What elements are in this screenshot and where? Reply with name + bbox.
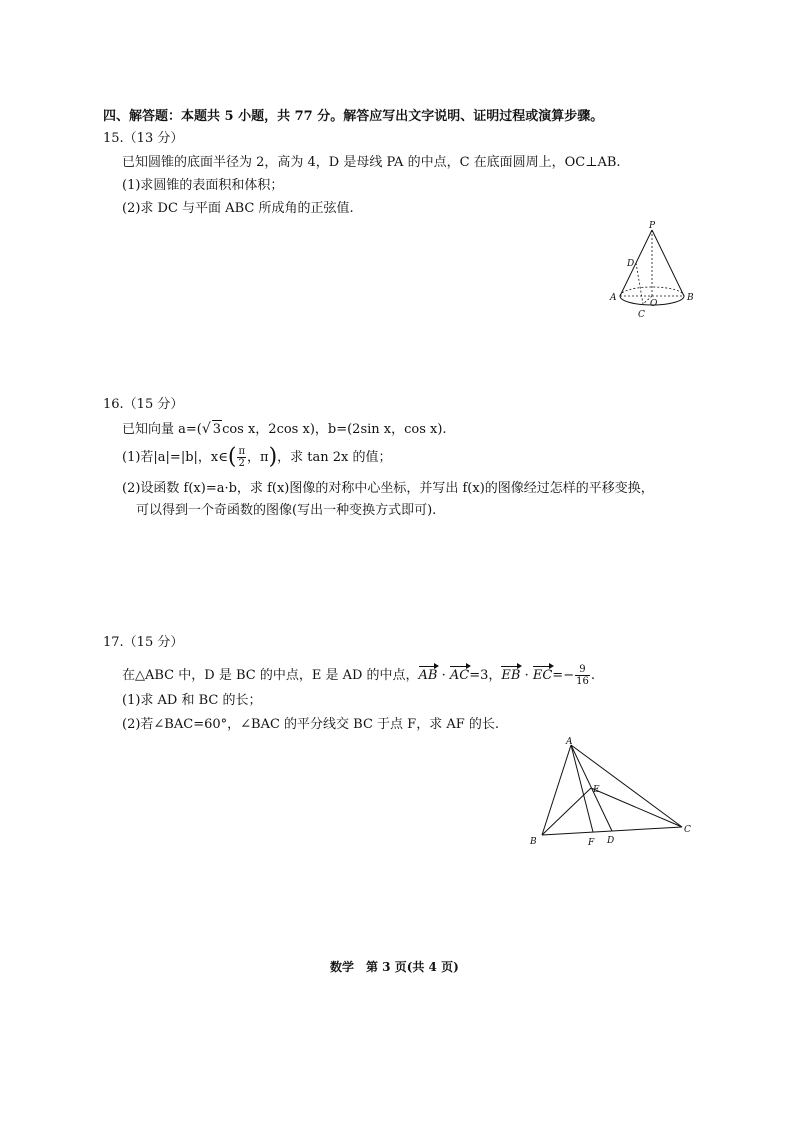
q17-stem-a: 在△ABC 中，D 是 BC 的中点，E 是 AD 的中点，	[122, 668, 419, 683]
q16-fraction: $\frac{\pi}{2}$	[238, 446, 246, 469]
label-F: F	[588, 838, 595, 848]
q16-p1-b: ，π	[247, 450, 269, 465]
cone-figure	[605, 220, 705, 320]
q17-stem: 在△ABC 中，D 是 BC 的中点，E 是 AD 的中点，AB · AC=3，EB · EC=− $\frac{9}{16}$ .	[122, 664, 595, 687]
label-B: B	[530, 837, 537, 847]
q15-heading: 15.（13 分）	[103, 131, 184, 146]
q17-fraction: $\frac{9}{16}$	[576, 664, 589, 687]
q17-heading: 17.（15 分）	[103, 635, 184, 650]
label-A: A	[566, 737, 573, 747]
page-footer: 数学 第 3 页(共 4 页)	[330, 960, 459, 974]
q17-part1: (1)求 AD 和 BC 的长；	[122, 693, 262, 708]
q16-p1-a: (1)若|a|=|b|，x∈	[122, 450, 228, 465]
q16-heading: 16.（15 分）	[103, 397, 184, 412]
label-D: D	[627, 259, 635, 269]
vector-AC: AC	[449, 668, 470, 683]
q16-stem: 已知向量 a=(√ 3cos x，2cos x)，b=(2sin x，cos x).	[122, 421, 447, 437]
label-C: C	[638, 310, 645, 320]
q16-part1: (1)若|a|=|b|，x∈( $\frac{\pi}{2}$ ，π)，求 tan 2x 的值；	[122, 444, 392, 470]
label-D: D	[607, 836, 615, 846]
vector-EB: EB	[501, 668, 521, 683]
triangle-figure	[525, 735, 700, 850]
section-header: 四、解答题：本题共 5 小题，共 77 分。解答应写出文字说明、证明过程或演算步骤。	[103, 109, 604, 124]
q15-stem: 已知圆锥的底面半径为 2，高为 4，D 是母线 PA 的中点，C 在底面圆周上，OC⊥AB.	[122, 155, 621, 170]
q16-stem-b: cos x，2cos x)，b=(2sin x，cos x).	[222, 422, 447, 437]
q16-stem-sqrt: 3	[212, 422, 222, 437]
label-E: E	[593, 785, 600, 795]
q16-stem-a: 已知向量 a=(	[122, 422, 202, 437]
label-C: C	[684, 825, 691, 835]
q16-part2-line2: 可以得到一个奇函数的图像(写出一种变换方式即可).	[136, 503, 437, 518]
label-A: A	[610, 293, 617, 303]
q15-part1: (1)求圆锥的表面积和体积；	[122, 178, 284, 193]
q15-part2: (2)求 DC 与平面 ABC 所成角的正弦值.	[122, 201, 354, 216]
vector-EC: EC	[532, 668, 553, 683]
label-O: O	[650, 299, 658, 309]
q16-part2-line1: (2)设函数 f(x)=a·b，求 f(x)图像的对称中心坐标，并写出 f(x)的图像经过怎样的平移变换，	[122, 481, 654, 496]
label-P: P	[649, 221, 656, 231]
label-B: B	[687, 293, 694, 303]
q17-part2: (2)若∠BAC=60°，∠BAC 的平分线交 BC 于点 F，求 AF 的长.	[122, 717, 500, 732]
vector-AB: AB	[418, 668, 438, 683]
q16-p1-c: ，求 tan 2x 的值；	[277, 450, 392, 465]
